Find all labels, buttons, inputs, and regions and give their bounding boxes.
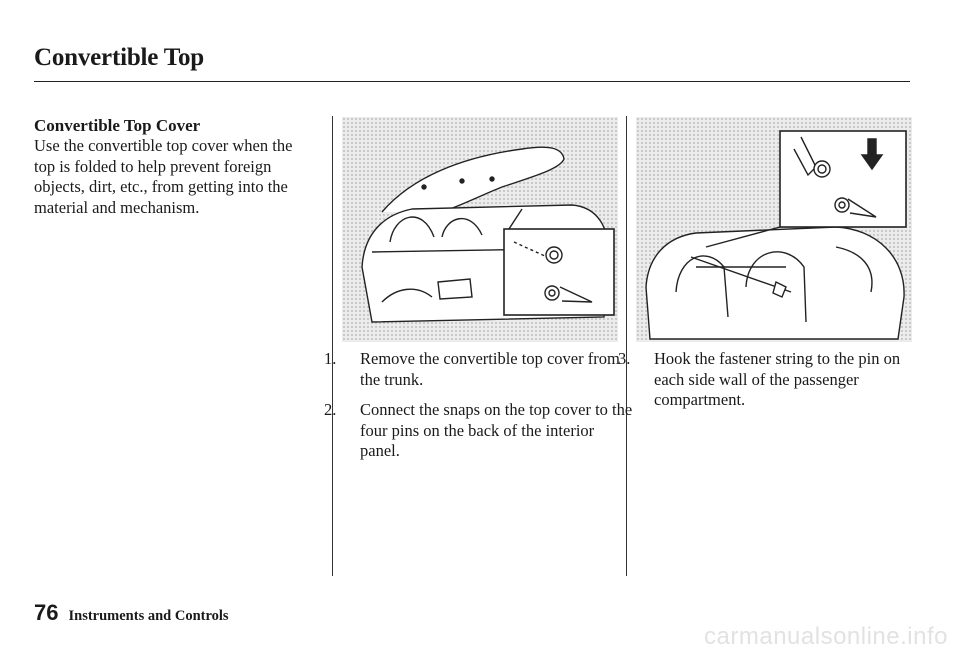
step-text: Connect the snaps on the top cover to the four pins on the back of the interior panel. bbox=[360, 400, 633, 460]
step-text: Remove the convertible top cover from the trunk. bbox=[360, 349, 620, 389]
watermark: carmanualsonline.info bbox=[704, 623, 948, 650]
illustration-fastener-string bbox=[636, 117, 912, 342]
step-3 bbox=[618, 349, 934, 411]
column-divider-1 bbox=[332, 116, 333, 576]
intro-text: Use the convertible top cover when the top is folded to help prevent foreign objects, dirt, etc., from getting into the material and mechanism. bbox=[34, 136, 293, 217]
column-divider-2 bbox=[626, 116, 627, 576]
step-2 bbox=[324, 400, 638, 462]
page-title: Convertible Top bbox=[34, 44, 204, 71]
step-number: 1. bbox=[324, 349, 337, 368]
page-number: 76 bbox=[34, 600, 59, 625]
step-number: 3. bbox=[618, 349, 631, 368]
step-number: 2. bbox=[324, 400, 337, 419]
page-footer bbox=[34, 600, 229, 626]
step-1 bbox=[324, 349, 638, 390]
section-heading: Convertible Top Cover bbox=[34, 116, 201, 135]
title-divider bbox=[34, 81, 910, 82]
illustration-trunk-cover bbox=[342, 117, 618, 342]
step-text: Hook the fastener string to the pin on each side wall of the passenger compartment. bbox=[654, 349, 901, 409]
footer-section-name: Instruments and Controls bbox=[68, 608, 229, 624]
intro-section bbox=[34, 116, 314, 218]
